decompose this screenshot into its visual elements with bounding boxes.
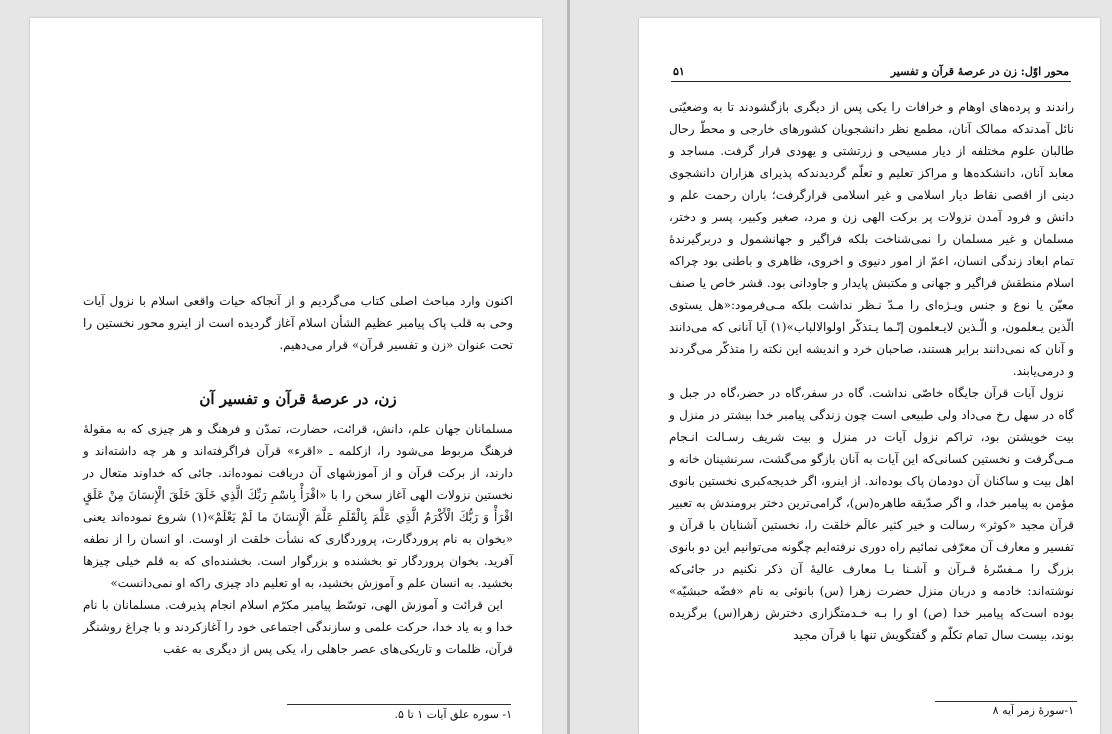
right-footnote: ۱-سورهٔ زمر آیه ۸ <box>992 704 1074 717</box>
right-paragraph-1: راندند و پرده‌های اوهام و خرافات را یکی پس از دیگری بازگشودند تا به وضعیّتی نائل آمدندکه ممالک آنان، مطمع نظر دانشجویان کشورهای خارجی و محطّ رحال طالبان علوم مختلفه از دیار مسیحی و زرتشتی و یهودی قرار گرفت. مساجد و معابد آنان، دانشکده‌ها و مراکز تعلیم و تعلّم گردیدندکه پذیرای هزاران دانشجوی دینی از اقصی نقاط دیار اسلامی و غیر اسلامی قرارگرفت؛ باران رحمت علم و دانش و فرود آمدن نزولات پر برکت الهی زن و مرد، صغیر وکبیر، پسر و دختر، مسلمان و غیر مسلمان را نمی‌شناخت بلکه فراگیر و جهانشمول و دربرگیرندهٔ تمام ابعاد زندگی انسان، اعمّ از امور دنیوی و اخروی، ظاهری و باطنی بود چراکه اسلام منطقش فراگیر و جهانی و مکتبش پایدار و جاودانی بود. قشر خاص یا صنف معیّن یا نوع و جنس ویـژه‌ای را مـدّ نـظر نداشت بلکه مـی‌فرمود:«هل یستوی الّذین یـعلمون، و الّـذین لایـعلمون إنّـما یـتذکّر اولوالالباب»(۱) آیا آنانی که می‌دانند و آنان که نمی‌دانند برابر هستند، صاحبان خرد و اندیشه این نکته را متذکّر می‌گردند و درمی‌یابند. <box>669 100 1074 378</box>
right-paragraph-2: نزول آیات قرآن جایگاه خاصّی نداشت. گاه در سفر،گاه در حضر،گاه در جبل و گاه در سهل رخ می‌داد ولی طبیعی است چون زندگی پیامبر خدا بیشتر در منزل و بیت خویشتن بود، تراکم نزول آیات در منزل و بیت شریف رسـالت انـجام مـی‌گرفت و نخستین کسانی‌که این آیات به آنان بازگو می‌گشت، سرنشینان خانه و اهل بیت و ساکنان آن دودمان پاک بوده‌اند. از اینرو، اگر خدیجه‌کبری نخستین بانوی مؤمن به پیامبر خدا، و اگر صدّیقه طاهره(س)، گرامی‌ترین دختر برومندش به تعبیر قرآن مجید «کوثر» رسالت و خیر کثیر عالَم خلقت را، نخستین آشنایان با قرآن و تفسیر و معارف آن معرّفی نمائیم راه دوری نرفته‌ایم چگونه می‌توانیم این دو بانوی بزرگ را مـفسّرهٔ قـرآن و آشـنا بـا معارف عالیهٔ آن ذکر نکنیم در جائی‌که نوشته‌اند: خادمه و دربان منزل حضرت زهرا (س) بانوئی به نام «فضّه حبشیّه» بوده است‌که پیامبر خدا (ص) او را بـه خـدمتگزاری دخترش زهرا(س) برگزیده بوند، بیست سال تمام تکلّم و گفتگویش تنها با قرآن مجید <box>669 386 1074 642</box>
intro-paragraph: اکنون وارد مباحث اصلی کتاب می‌گردیم و از آنجاکه حیات واقعی اسلام با نزول آیات وحی به قلب پاک پیامبر عظیم الشأن اسلام آغاز گردیده است از اینرو محور نخستین را تحت عنوان «زن و تفسیر قرآن» قرار می‌دهیم. <box>83 294 513 352</box>
footnote-divider <box>287 704 511 705</box>
left-body <box>83 418 513 660</box>
page-number: ۵۱ <box>673 65 685 78</box>
left-footnote: ۱- سوره علق آیات ۱ تا ۵. <box>394 708 512 721</box>
left-page <box>30 18 542 734</box>
header-title: محور اوّل: زن در عرصهٔ قرآن و تفسیر <box>890 65 1069 78</box>
footnote-divider <box>935 701 1077 702</box>
page-gutter-divider <box>567 0 570 734</box>
right-body <box>669 96 1074 646</box>
left-paragraph-2: این قرائت و آموزش الهی، توسّط پیامبر مکرّم اسلام انجام پذیرفت. مسلمانان با نام خدا و به یاد خدا، حرکت علمی و سازندگی اجتماعی خود را آغازکردند و با چراغ روشنگر قرآن، ظلمات و تاریکی‌های عصر جاهلی را، یکی پس از دیگری به عقب <box>83 598 513 656</box>
left-paragraph-1: مسلمانان جهان علم، دانش، قرائت، حضارت، تمدّن و فرهنگ و هر چیزی که به مقولهٔ فرهنگ مربوط می‌شود را، ازکلمه ـ «اقرء» قرآن فراگرفته‌اند و هر چه داشته‌اند و دارند، از برکت قرآن و از آموزشهای آن دریافت نموده‌اند. جائی که خداوند متعال در نخستین نزولات الهی آغاز سخن را با «اقْرَأْ بِاسْمِ رَبِّكَ الَّذِي خَلَقَ خَلَقَ الْإِنسَانَ مِنْ عَلَقٍ اقْرَأْ وَ رَبُّكَ الْأَكْرَمُ الَّذِي عَلَّمَ بِالْقَلَمِ عَلَّمَ الْإِنسَانَ ما لَمْ يَعْلَمْ»(۱) شروع نموده‌اند یعنی «بخوان به نام پروردگارت، پروردگاری که نشأت خلقت از اوست. او انسان را از نطفه آفرید. بخوان پروردگار تو بخشنده و بزرگوار است. بخشنده‌ای که به قلم خیلی چیزها بخشید. به انسان علم و آموزش بخشید، به او تعلیم داد چیزی راکه او نمی‌دانست» <box>83 422 513 590</box>
section-title: زن، در عرصهٔ قرآن و تفسیر آن <box>199 390 397 408</box>
right-page <box>639 18 1100 734</box>
running-header <box>671 63 1071 82</box>
